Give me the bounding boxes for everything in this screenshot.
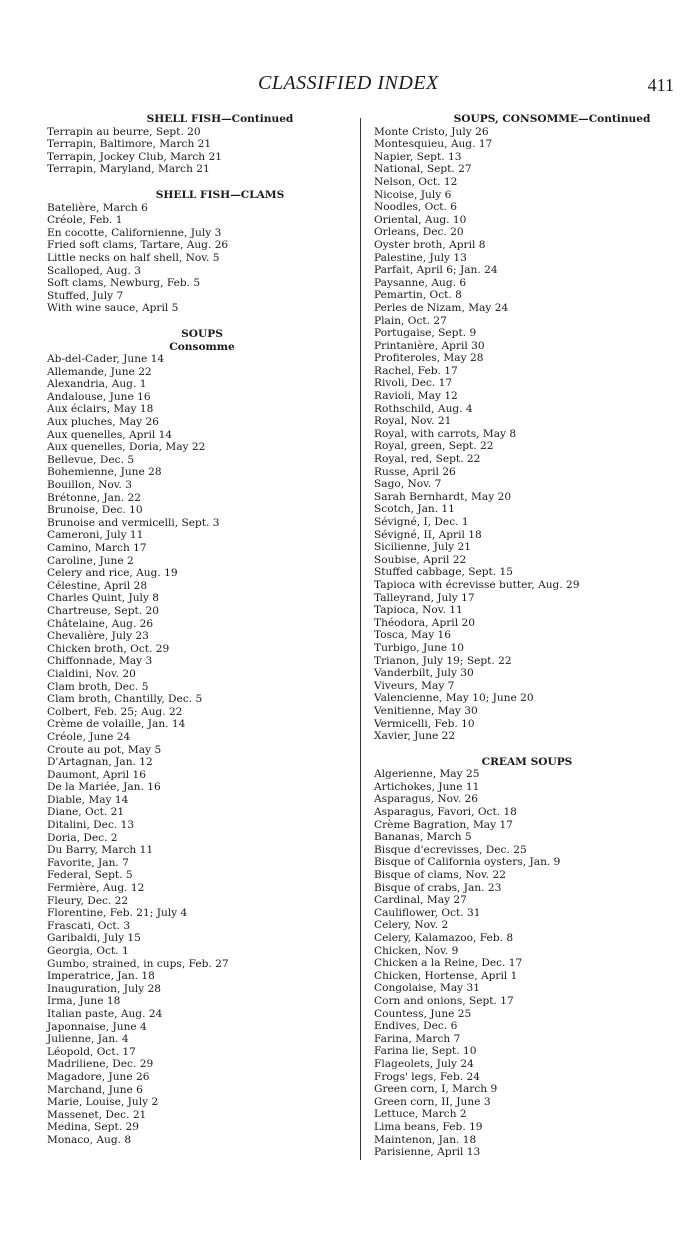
- index-entry: Théodora, April 20: [374, 616, 475, 629]
- running-title: CLASSIFIED INDEX: [258, 72, 439, 94]
- index-entry: Maintenon, Jan. 18: [374, 1133, 477, 1146]
- index-entry: Clam broth, Dec. 5: [47, 680, 149, 693]
- index-entry: Portugaise, Sept. 9: [374, 327, 477, 340]
- index-entry: Cialdini, Nov. 20: [47, 667, 136, 680]
- section-heading-cream-soups: CREAM SOUPS: [481, 755, 573, 768]
- index-entry: Fried soft clams, Tartare, Aug. 26: [47, 239, 229, 252]
- index-entry: Lettuce, March 2: [374, 1108, 467, 1121]
- index-entry: Marchand, June 6: [47, 1083, 143, 1096]
- index-entry: Tosca, May 16: [374, 629, 452, 642]
- index-entry: Royal, red, Sept. 22: [374, 453, 481, 466]
- index-entry: Garibaldi, July 15: [47, 932, 141, 945]
- page-header: [0, 72, 700, 98]
- index-entry: Rivoli, Dec. 17: [374, 377, 453, 390]
- index-entry: Sicilienne, July 21: [374, 541, 471, 554]
- index-entry: Magadore, June 26: [47, 1070, 150, 1083]
- index-entry: Chicken a la Reine, Dec. 17: [374, 957, 523, 970]
- index-entry: Soft clams, Newburg, Feb. 5: [47, 277, 201, 290]
- index-entry: Monte Cristo, July 26: [374, 125, 489, 138]
- index-entry: Irma, June 18: [47, 995, 121, 1008]
- index-entry: Congolaise, May 31: [374, 982, 480, 995]
- index-entry: Bouillon, Nov. 3: [47, 479, 132, 492]
- index-entry: Stuffed cabbage, Sept. 15: [374, 566, 513, 579]
- index-entry: Chicken broth, Oct. 29: [47, 642, 170, 655]
- index-entry: Batelière, March 6: [47, 201, 148, 214]
- index-entry: Fleury, Dec. 22: [47, 894, 129, 907]
- index-entry: Russe, April 26: [374, 465, 456, 478]
- index-entry: Léopold, Oct. 17: [47, 1045, 136, 1058]
- index-entry: Bisque d'ecrevisses, Dec. 25: [374, 843, 527, 856]
- index-entry: Bellevue, Dec. 5: [47, 453, 135, 466]
- index-entry: Parfait, April 6; Jan. 24: [374, 264, 498, 277]
- section-heading-shellfish-continued: SHELL FISH—Continued: [146, 113, 294, 125]
- index-entry: Algerienne, May 25: [374, 768, 480, 781]
- index-entry: Diable, May 14: [47, 793, 129, 806]
- index-entry: Viveurs, May 7: [374, 679, 455, 692]
- entry-list-shellfish-continued: [47, 126, 347, 176]
- index-entry: Celery and rice, Aug. 19: [47, 567, 178, 580]
- index-entry: Doria, Dec. 2: [47, 831, 118, 844]
- index-entry: Royal, with carrots, May 8: [374, 427, 517, 440]
- index-entry: Corn and onions, Sept. 17: [374, 994, 514, 1007]
- index-entry: Farina lie, Sept. 10: [374, 1045, 477, 1058]
- index-entry: D'Artagnan, Jan. 12: [47, 756, 153, 769]
- index-entry: Imperatrice, Jan. 18: [47, 970, 155, 983]
- index-entry: Rachel, Feb. 17: [374, 364, 458, 377]
- index-entry: Stuffed, July 7: [47, 289, 124, 302]
- index-entry: Croute au pot, May 5: [47, 743, 162, 756]
- index-entry: Brunoise and vermicelli, Sept. 3: [47, 516, 220, 529]
- index-entry: Sago, Nov. 7: [374, 478, 442, 491]
- index-entry: Nelson, Oct. 12: [374, 175, 458, 188]
- subheading-consomme: Consomme: [169, 340, 235, 353]
- index-entry: Nicoise, July 6: [374, 188, 452, 201]
- index-entry: Pemartin, Oct. 8: [374, 289, 462, 302]
- index-entry: Colbert, Feb. 25; Aug. 22: [47, 705, 183, 718]
- index-entry: Little necks on half shell, Nov. 5: [47, 251, 220, 264]
- index-entry: Chicken, Nov. 9: [374, 944, 459, 957]
- index-entry: Oriental, Aug. 10: [374, 213, 467, 226]
- index-entry: Federal, Sept. 5: [47, 869, 133, 882]
- index-entry: Napier, Sept. 13: [374, 150, 462, 163]
- index-entry: Clam broth, Chantilly, Dec. 5: [47, 693, 203, 706]
- index-entry: Cameroni, July 11: [47, 529, 144, 542]
- index-entry: Bananas, March 5: [374, 831, 472, 844]
- index-entry: Royal, Nov. 21: [374, 415, 452, 428]
- index-entry: Palestine, July 13: [374, 251, 467, 264]
- index-entry: Allemande, June 22: [47, 365, 152, 378]
- index-entry: Célestine, April 28: [47, 579, 148, 592]
- right-column: [374, 113, 674, 1159]
- index-entry: Plain, Oct. 27: [374, 314, 447, 327]
- index-entry: Noodles, Oct. 6: [374, 201, 457, 214]
- index-entry: Ravioli, May 12: [374, 390, 458, 403]
- index-entry: Aux éclairs, May 18: [47, 403, 154, 416]
- index-entry: Japonnaise, June 4: [47, 1020, 147, 1033]
- index-entry: Trianon, July 19; Sept. 22: [374, 654, 512, 667]
- index-entry: National, Sept. 27: [374, 163, 472, 176]
- index-entry: Andalouse, June 16: [47, 390, 151, 403]
- index-entry: Endives, Dec. 6: [374, 1020, 458, 1033]
- index-entry: Favorite, Jan. 7: [47, 856, 129, 869]
- index-entry: Green corn, I, March 9: [374, 1083, 498, 1096]
- index-entry: Madriliene, Dec. 29: [47, 1058, 154, 1071]
- index-entry: Scotch, Jan. 11: [374, 503, 455, 516]
- index-entry: Orleans, Dec. 20: [374, 226, 464, 239]
- index-entry: Talleyrand, July 17: [374, 591, 475, 604]
- index-entry: Camino, March 17: [47, 542, 147, 554]
- index-entry: Julienne, Jan. 4: [47, 1033, 129, 1046]
- index-entry: Créole, Feb. 1: [47, 214, 123, 227]
- index-entry: Venitienne, May 30: [374, 704, 478, 717]
- index-entry: Asparagus, Favori, Oct. 18: [374, 806, 517, 819]
- entry-list-consomme: [47, 353, 347, 1146]
- index-entry: Perles de Nizam, May 24: [374, 301, 509, 314]
- index-entry: Caroline, June 2: [47, 554, 134, 567]
- index-entry: Frogs' legs, Feb. 24: [374, 1070, 480, 1083]
- index-entry: De la Mariée, Jan. 16: [47, 781, 161, 794]
- index-entry: Montesquieu, Aug. 17: [374, 138, 493, 151]
- index-entry: Printanière, April 30: [374, 339, 485, 352]
- index-entry: Celery, Nov. 2: [374, 919, 449, 932]
- index-entry: Scalloped, Aug. 3: [47, 264, 141, 277]
- index-entry: Bohemienne, June 28: [47, 466, 162, 479]
- index-entry: Turbigo, June 10: [374, 641, 465, 654]
- index-entry: En cocotte, Californienne, July 3: [47, 226, 222, 239]
- index-entry: Royal, green, Sept. 22: [374, 440, 494, 453]
- index-entry: Terrapin, Jockey Club, March 21: [47, 150, 222, 163]
- index-entry: Aux pluches, May 26: [47, 416, 159, 429]
- index-entry: Chartreuse, Sept. 20: [47, 604, 159, 617]
- index-entry: Oyster broth, April 8: [374, 238, 486, 251]
- index-entry: Massenet, Dec. 21: [47, 1108, 147, 1121]
- index-entry: Terrapin, Maryland, March 21: [47, 163, 210, 176]
- column-divider: [360, 118, 361, 1160]
- section-heading-soups: SOUPS: [181, 327, 223, 340]
- index-entry: Paysanne, Aug. 6: [374, 276, 467, 289]
- index-entry: Celery, Kalamazoo, Feb. 8: [374, 932, 514, 944]
- index-entry: Asparagus, Nov. 26: [374, 793, 478, 806]
- index-entry: Sarah Bernhardt, May 20: [374, 490, 512, 503]
- index-entry: Terrapin au beurre, Sept. 20: [47, 125, 201, 138]
- section-heading-shellfish-clams: SHELL FISH—CLAMS: [155, 188, 285, 201]
- index-entry: Cardinal, May 27: [374, 894, 467, 907]
- index-entry: Bisque of clams, Nov. 22: [374, 869, 506, 882]
- index-entry: With wine sauce, April 5: [47, 302, 179, 315]
- index-entry: Terrapin, Baltimore, March 21: [47, 138, 212, 151]
- entry-list-consomme-continued: [374, 126, 674, 743]
- index-entry: Frascati, Oct. 3: [47, 919, 131, 932]
- index-entry: Sévigné, I, Dec. 1: [374, 516, 469, 528]
- index-entry: Rothschild, Aug. 4: [374, 402, 473, 415]
- index-entry: Ditalini, Dec. 13: [47, 819, 135, 832]
- index-entry: Artichokes, June 11: [374, 780, 480, 793]
- index-entry: Du Barry, March 11: [47, 844, 154, 857]
- index-entry: Chicken, Hortense, April 1: [374, 969, 518, 982]
- index-entry: Florentine, Feb. 21; July 4: [47, 907, 188, 920]
- index-entry: Vanderbilt, July 30: [374, 667, 474, 680]
- index-entry: Tapioca, Nov. 11: [374, 604, 463, 617]
- index-entry: Créole, June 24: [47, 730, 131, 743]
- page-number: 411: [647, 75, 674, 95]
- index-entry: Crème Bagration, May 17: [374, 818, 513, 831]
- index-entry: Vermicelli, Feb. 10: [374, 717, 475, 730]
- index-entry: Parisienne, April 13: [374, 1146, 481, 1159]
- index-entry: Bisque of California oysters, Jan. 9: [374, 856, 561, 869]
- entry-list-cream-soups: [374, 768, 674, 1158]
- index-entry: Daumont, April 16: [47, 768, 146, 781]
- index-entry: Sévigné, II, April 18: [374, 528, 482, 541]
- index-entry: Tapioca with écrevisse butter, Aug. 29: [374, 578, 580, 591]
- index-entry: Monaco, Aug. 8: [47, 1133, 132, 1146]
- index-entry: Ab-del-Cader, June 14: [47, 353, 165, 366]
- index-entry: Charles Quint, July 8: [47, 592, 160, 605]
- section-heading-consomme-continued: SOUPS, CONSOMME—Continued: [453, 113, 651, 125]
- index-entry: Crème de volaille, Jan. 14: [47, 718, 186, 731]
- index-entry: Gumbo, strained, in cups, Feb. 27: [47, 957, 229, 970]
- index-entry: Medina, Sept. 29: [47, 1121, 139, 1134]
- index-entry: Green corn, II, June 3: [374, 1095, 491, 1108]
- index-entry: Brunoise, Dec. 10: [47, 504, 143, 517]
- entry-list-shellfish-clams: [47, 202, 347, 315]
- index-entry: Brétonne, Jan. 22: [47, 491, 142, 504]
- index-entry: Bisque of crabs, Jan. 23: [374, 881, 502, 894]
- index-entry: Inauguration, July 28: [47, 982, 162, 995]
- index-entry: Aux quenelles, Doria, May 22: [47, 441, 206, 454]
- index-entry: Cauliflower, Oct. 31: [374, 906, 481, 919]
- index-entry: Fermière, Aug. 12: [47, 882, 145, 895]
- index-entry: Chevalière, July 23: [47, 630, 149, 643]
- index-entry: Soubise, April 22: [374, 553, 467, 566]
- index-entry: Lima beans, Feb. 19: [374, 1120, 483, 1133]
- index-entry: Aux quenelles, April 14: [47, 428, 173, 441]
- index-entry: Valencienne, May 10; June 20: [374, 692, 534, 705]
- index-entry: Xavier, June 22: [374, 730, 456, 743]
- index-entry: Diane, Oct. 21: [47, 806, 125, 819]
- index-entry: Georgia, Oct. 1: [47, 945, 129, 957]
- index-entry: Italian paste, Aug. 24: [47, 1007, 163, 1020]
- index-entry: Countess, June 25: [374, 1007, 472, 1020]
- index-entry: Flageolets, July 24: [374, 1057, 474, 1070]
- index-entry: Chiffonnade, May 3: [47, 655, 153, 668]
- index-entry: Châtelaine, Aug. 26: [47, 617, 154, 630]
- index-entry: Alexandria, Aug. 1: [47, 378, 147, 391]
- index-entry: Profiteroles, May 28: [374, 352, 484, 365]
- index-entry: Marie, Louise, July 2: [47, 1096, 159, 1109]
- left-column: [47, 113, 347, 1147]
- index-entry: Farina, March 7: [374, 1032, 461, 1045]
